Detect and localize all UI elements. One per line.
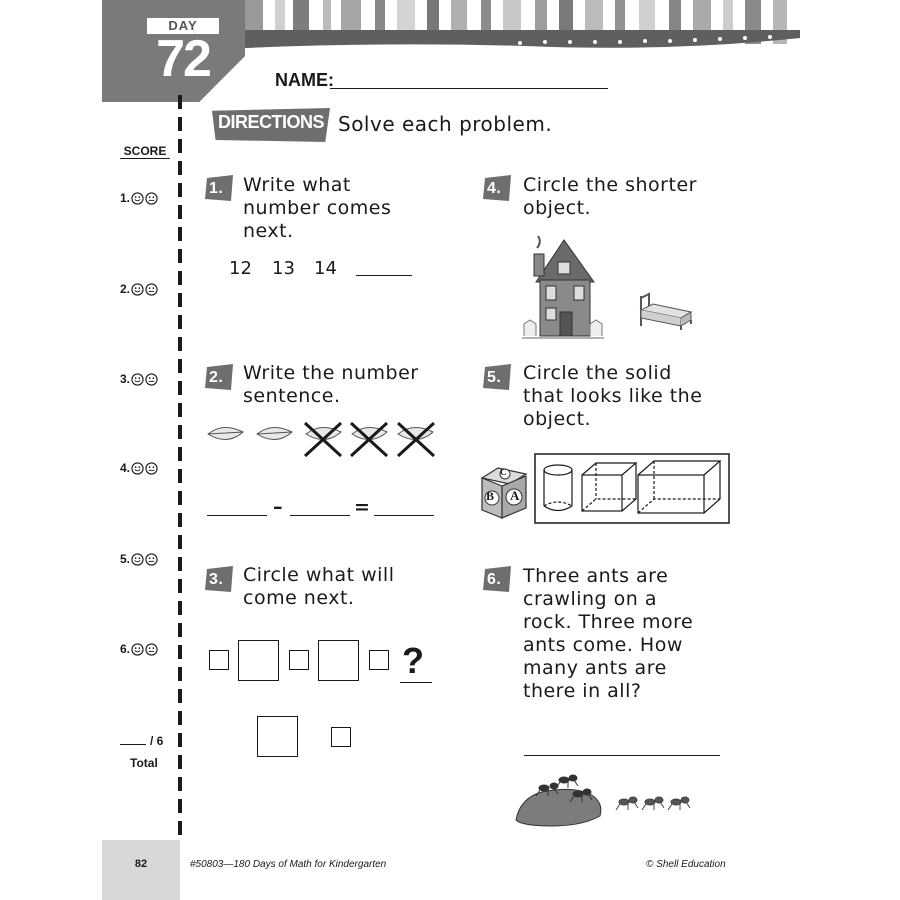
bed-illustration[interactable] xyxy=(637,290,693,332)
footer-page-block xyxy=(102,840,180,900)
footer-copyright: © Shell Education xyxy=(646,859,726,870)
total-score-field[interactable] xyxy=(120,734,163,748)
answer-blank[interactable] xyxy=(290,515,350,516)
small-square xyxy=(209,650,229,670)
page-number: 82 xyxy=(134,858,148,870)
small-square xyxy=(289,650,309,670)
problem-5-number: 5. xyxy=(487,369,502,386)
house-illustration[interactable] xyxy=(522,232,604,340)
sequence-number: 14 xyxy=(314,258,337,279)
score-row-2 xyxy=(120,282,158,296)
neutral-face-icon[interactable] xyxy=(145,462,158,475)
choice-small-square[interactable] xyxy=(331,727,351,747)
answer-blank[interactable] xyxy=(400,682,432,683)
day-number: 72 xyxy=(156,30,210,88)
problem-3-text: Circle what will come next. xyxy=(243,564,395,609)
score-row-number: 2. xyxy=(120,282,131,296)
answer-blank[interactable] xyxy=(524,755,720,756)
problem-4-text: Circle the shorter object. xyxy=(523,174,697,219)
total-label: Total xyxy=(130,756,158,770)
equals-sign: = xyxy=(354,496,371,518)
score-row-1 xyxy=(120,191,158,205)
smiley-face-icon[interactable] xyxy=(131,462,144,475)
answer-blank[interactable] xyxy=(356,275,412,276)
problem-1-number: 1. xyxy=(209,180,224,197)
minus-sign: – xyxy=(273,496,283,518)
neutral-face-icon[interactable] xyxy=(145,373,158,386)
score-row-number: 4. xyxy=(120,461,131,475)
problem-1-text: Write what number comes next. xyxy=(243,174,392,242)
score-row-number: 3. xyxy=(120,372,131,386)
block-letter-c: C xyxy=(500,467,507,477)
smiley-face-icon[interactable] xyxy=(131,643,144,656)
total-out-of: / 6 xyxy=(150,734,164,748)
score-row-6 xyxy=(120,642,158,656)
dashed-divider xyxy=(178,95,182,840)
day-label: DAY xyxy=(147,18,219,34)
problem-3-number: 3. xyxy=(209,571,224,588)
question-mark: ? xyxy=(402,640,424,681)
decorative-wave xyxy=(245,30,800,52)
problem-6-number: 6. xyxy=(487,571,502,588)
sequence-number: 13 xyxy=(272,258,295,279)
choice-large-square[interactable] xyxy=(257,716,298,757)
sequence-number: 12 xyxy=(229,258,252,279)
score-row-4 xyxy=(120,461,158,475)
ants-on-rock-illustration xyxy=(512,768,704,830)
smiley-face-icon[interactable] xyxy=(131,283,144,296)
smiley-face-icon[interactable] xyxy=(131,373,144,386)
neutral-face-icon[interactable] xyxy=(145,283,158,296)
block-letter-a: A xyxy=(510,488,520,503)
solids-box xyxy=(534,453,730,524)
leaves-illustration xyxy=(205,420,440,460)
name-label: NAME: xyxy=(275,70,334,90)
block-letter-b: B xyxy=(486,489,495,503)
answer-blank[interactable] xyxy=(207,515,267,516)
large-square xyxy=(318,640,359,681)
score-row-number: 6. xyxy=(120,642,131,656)
score-row-3 xyxy=(120,372,158,386)
neutral-face-icon[interactable] xyxy=(145,643,158,656)
score-row-number: 1. xyxy=(120,191,131,205)
name-field[interactable] xyxy=(330,88,608,89)
score-row-5 xyxy=(120,552,158,566)
score-title: SCORE xyxy=(120,144,170,159)
problem-5-text: Circle the solid that looks like the object. xyxy=(523,362,703,430)
smiley-face-icon[interactable] xyxy=(131,553,144,566)
problem-2-text: Write the number sentence. xyxy=(243,362,419,407)
problem-4-number: 4. xyxy=(487,180,502,197)
smiley-face-icon[interactable] xyxy=(131,192,144,205)
directions-text: Solve each problem. xyxy=(338,112,553,136)
footer-title: #50803—180 Days of Math for Kindergarten xyxy=(190,859,387,870)
answer-blank[interactable] xyxy=(374,515,434,516)
score-row-number: 5. xyxy=(120,552,131,566)
problem-6-text: Three ants are crawling on a rock. Three more ants come. How many ants are there in all? xyxy=(523,565,694,702)
directions-label: DIRECTIONS xyxy=(217,112,324,132)
large-square xyxy=(238,640,279,681)
neutral-face-icon[interactable] xyxy=(145,553,158,566)
neutral-face-icon[interactable] xyxy=(145,192,158,205)
problem-2-number: 2. xyxy=(209,369,224,386)
small-square xyxy=(369,650,389,670)
